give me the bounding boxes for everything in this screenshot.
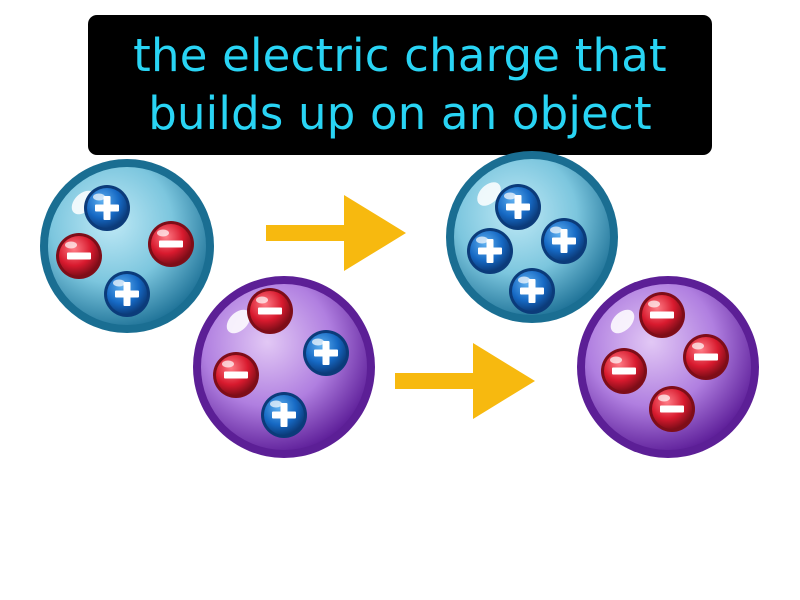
negative-charge-icon: [601, 348, 647, 394]
negative-charge-icon: [649, 386, 695, 432]
blue-sphere-before: [40, 159, 214, 333]
blue-sphere-after: [446, 151, 618, 323]
purple-sphere-after: [577, 276, 759, 458]
caption-line-2: builds up on an object: [148, 87, 652, 140]
negative-charge-icon: [213, 352, 259, 398]
negative-charge-icon: [148, 221, 194, 267]
negative-charge-icon: [639, 292, 685, 338]
purple-sphere-before: [193, 276, 375, 458]
positive-charge-icon: [495, 184, 541, 230]
positive-charge-icon: [509, 268, 555, 314]
positive-charge-icon: [84, 185, 130, 231]
caption-line-1: the electric charge that: [133, 29, 667, 82]
positive-charge-icon: [104, 271, 150, 317]
positive-charge-icon: [541, 218, 587, 264]
positive-charge-icon: [303, 330, 349, 376]
positive-charge-icon: [467, 228, 513, 274]
negative-charge-icon: [56, 233, 102, 279]
negative-charge-icon: [247, 288, 293, 334]
arrow-icon-top: [266, 195, 406, 271]
negative-charge-icon: [683, 334, 729, 380]
arrow-icon-bottom: [395, 343, 535, 419]
positive-charge-icon: [261, 392, 307, 438]
